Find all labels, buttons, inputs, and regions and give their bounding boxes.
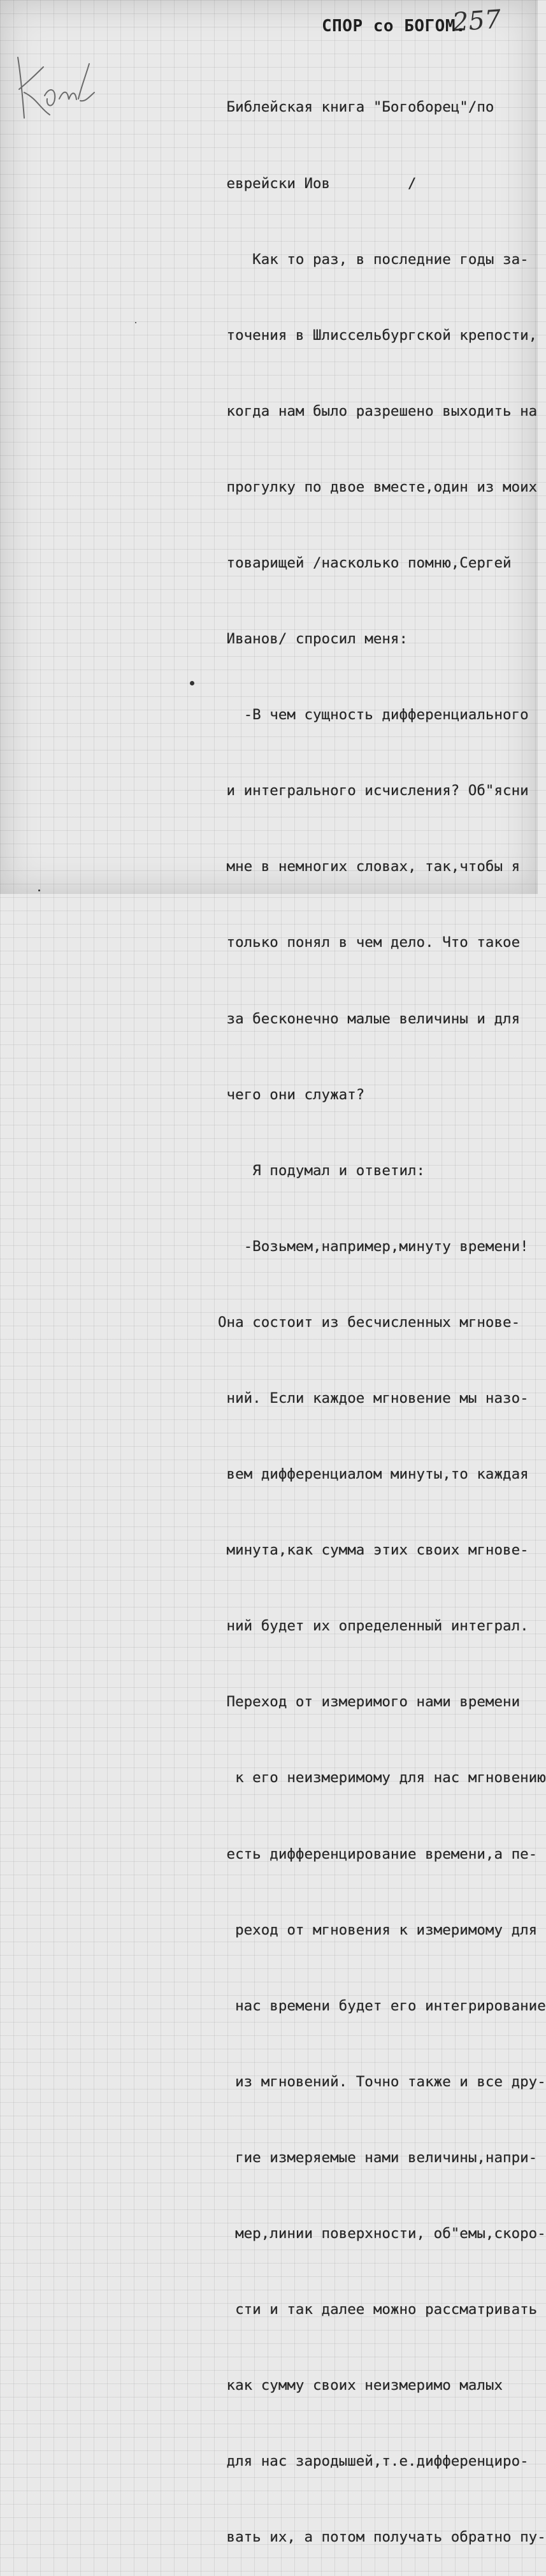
text-line: есть дифференцирование времени,а пе-: [218, 1845, 538, 1862]
ink-speck: [190, 681, 194, 685]
text-line: мне в немногих словах, так,чтобы я: [218, 858, 521, 875]
text-line: из мгновений. Точно также и все дру-: [218, 2073, 546, 2090]
ink-speck: [38, 889, 40, 891]
text-line: сти и так далее можно рассматривать: [218, 2301, 538, 2318]
text-line: -В чем сущность дифференциального: [218, 706, 529, 724]
text-line: только понял в чем дело. Что такое: [218, 934, 521, 951]
text-line: за бесконечно малые величины и для: [218, 1010, 521, 1027]
text-line: для нас зародышей,т.е.дифференциро-: [218, 2453, 529, 2470]
text-line: мер,линии поверхности, об"емы,скоро-: [218, 2225, 546, 2243]
text-line: Библейская книга "Богоборец"/по: [218, 99, 494, 116]
text-line: вем дифференциалом минуты,то каждая: [218, 1466, 529, 1483]
text-line: Переход от измеримого нами времени: [218, 1694, 521, 1711]
document-title: СПОР со БОГОМ.: [322, 17, 466, 36]
text-line: еврейски Иов /: [218, 175, 417, 192]
text-line: вать их, а потом получать обратно пу-: [218, 2529, 546, 2546]
text-line: к его неизмеримому для нас мгновению: [218, 1769, 546, 1787]
text-line: и интегрального исчисления? Об"ясни: [218, 782, 529, 800]
text-line: чего они служат?: [218, 1086, 365, 1103]
text-line: минута,как сумма этих своих мгнове-: [218, 1542, 529, 1559]
ink-speck: [135, 322, 136, 323]
text-line: Она состоит из бесчисленных мгнове-: [218, 1314, 521, 1331]
text-line: как сумму своих неизмеримо малых: [218, 2377, 503, 2394]
document-body: [218, 45, 546, 2576]
text-line: товарищей /насколько помню,Сергей: [218, 554, 512, 571]
text-line: ний. Если каждое мгновение мы назо-: [218, 1390, 529, 1407]
text-line: нас времени будет его интегрирование: [218, 1997, 546, 2014]
text-line: точения в Шлиссельбургской крепости,: [218, 326, 538, 344]
handwritten-margin-note: [5, 38, 107, 128]
text-line: гие измеряемые нами величины,напри-: [218, 2149, 538, 2166]
text-line: реход от мгновения к измеримому для: [218, 1921, 538, 1938]
text-line: Иванов/ спросил меня:: [218, 631, 408, 648]
text-line: Я подумал и ответил:: [218, 1162, 426, 1179]
text-line: когда нам было разрешено выходить на: [218, 402, 538, 420]
text-line: Как то раз, в последние годы за-: [218, 251, 529, 268]
text-line: -Возьмем,например,минуту времени!: [218, 1238, 529, 1255]
handwritten-page-number: 257: [451, 4, 502, 38]
text-line: прогулку по двое вместе,один из моих: [218, 478, 538, 495]
text-line: ний будет их определенный интеграл.: [218, 1618, 529, 1635]
